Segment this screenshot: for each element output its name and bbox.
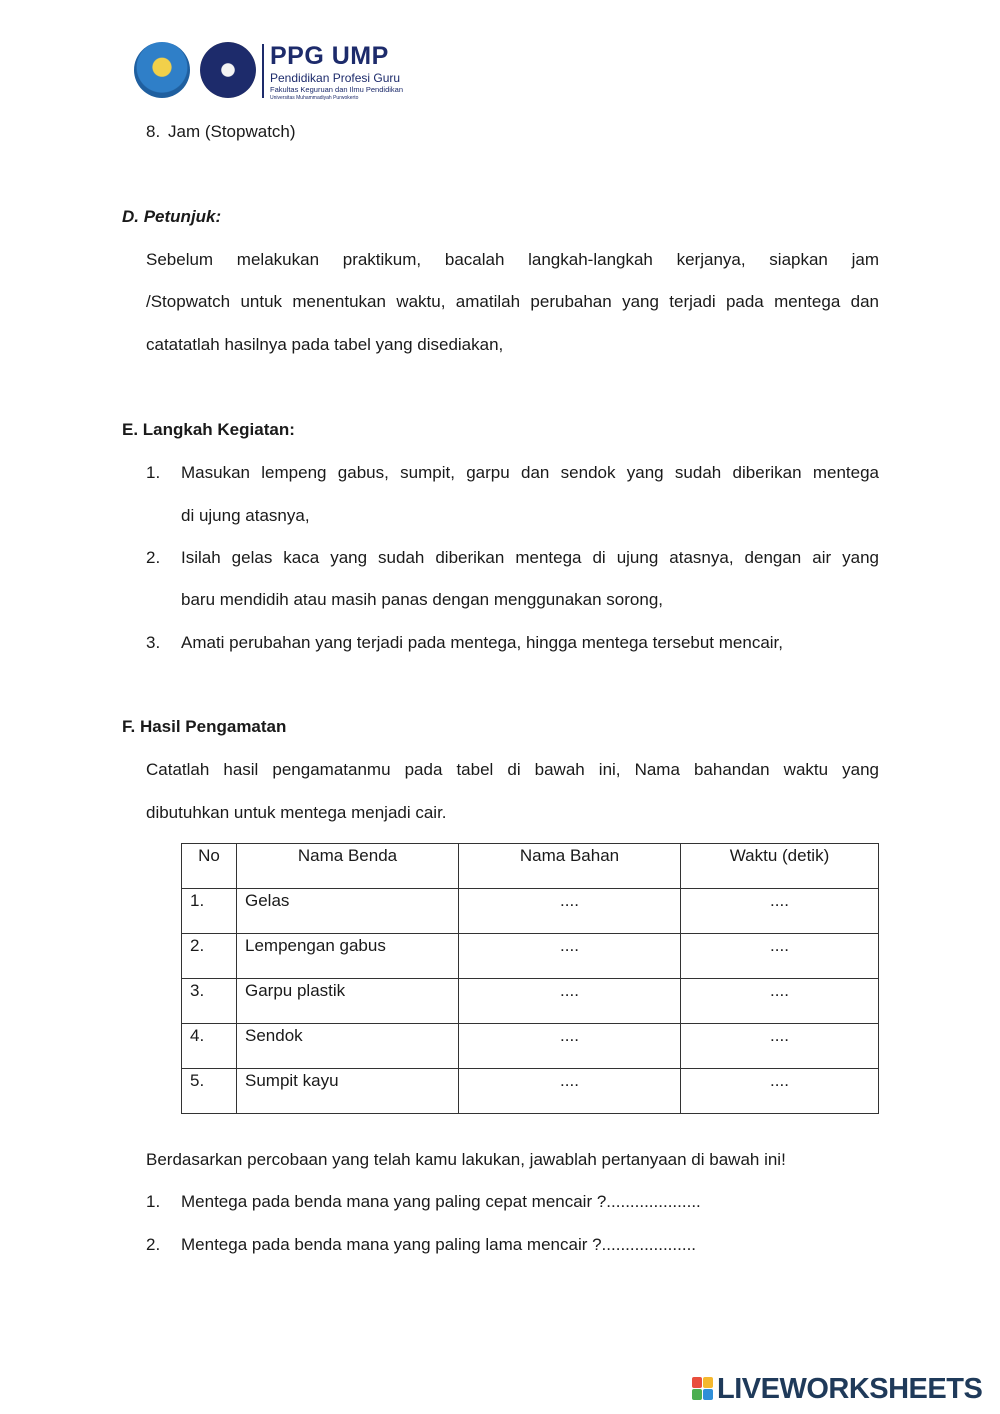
row-nama-benda: Sumpit kayu [237, 1069, 459, 1114]
section-d-title: D. Petunjuk: [122, 207, 222, 226]
questions-intro: Berdasarkan percobaan yang telah kamu lakukan, jawablah pertanyaan di bawah ini! [146, 1150, 786, 1169]
row-waktu[interactable]: .... [681, 979, 879, 1024]
row-nama-benda: Garpu plastik [237, 979, 459, 1024]
liveworksheets-brand: LIVEWORKSHEETS [717, 1372, 983, 1405]
table-row [182, 889, 879, 934]
step-number: 3. [146, 633, 161, 652]
icon-block [703, 1377, 713, 1388]
liveworksheets-logo[interactable] [692, 1374, 982, 1404]
row-waktu[interactable]: .... [681, 1069, 879, 1114]
step-text-continued: di ujung atasnya, [181, 506, 310, 525]
section-d-line: catatatlah hasilnya pada tabel yang disediakan, [146, 335, 504, 354]
section-e-title: E. Langkah Kegiatan: [122, 420, 295, 439]
table-row [182, 979, 879, 1024]
logo-title: PPG UMP [270, 42, 389, 70]
icon-block [703, 1389, 713, 1400]
step-text-continued: baru mendidih atau masih panas dengan menggunakan sorong, [181, 590, 664, 609]
column-header-nama-bahan: Nama Bahan [459, 844, 681, 889]
question-number: 2. [146, 1235, 161, 1254]
row-nama-bahan[interactable]: .... [459, 979, 681, 1024]
liveworksheets-icon [692, 1377, 714, 1401]
row-waktu[interactable]: .... [681, 934, 879, 979]
ump-emblem-icon [200, 42, 256, 98]
column-header-nama-benda: Nama Benda [237, 844, 459, 889]
section-f-intro: Catatlah hasil pengamatanmu pada tabel di bawah ini, Nama bahandan waktu yang [146, 760, 879, 779]
logo-faculty: Fakultas Keguruan dan Ilmu Pendidikan [270, 85, 404, 94]
observation-table [181, 843, 879, 1114]
header-logo [134, 40, 444, 102]
row-nama-benda: Sendok [237, 1024, 459, 1069]
section-d-line: Sebelum melakukan praktikum, bacalah langkah-langkah kerjanya, siapkan jam [146, 250, 879, 269]
icon-block [692, 1389, 702, 1400]
table-row [182, 1069, 879, 1114]
row-nama-bahan[interactable]: .... [459, 1024, 681, 1069]
row-number: 2. [182, 934, 237, 979]
tool-item-number: 8. [146, 122, 161, 141]
step-number: 1. [146, 463, 161, 482]
step-number: 2. [146, 548, 161, 567]
column-header-waktu: Waktu (detik) [681, 844, 879, 889]
table-header-row [182, 844, 879, 889]
table-row [182, 934, 879, 979]
question-text[interactable]: Mentega pada benda mana yang paling cepat mencair ?.................... [181, 1192, 701, 1211]
tool-item-text: Jam (Stopwatch) [168, 122, 296, 141]
row-nama-benda: Gelas [237, 889, 459, 934]
row-number: 1. [182, 889, 237, 934]
row-nama-bahan[interactable]: .... [459, 1069, 681, 1114]
section-d-line: /Stopwatch untuk menentukan waktu, amatilah perubahan yang terjadi pada mentega dan [146, 292, 879, 311]
row-number: 5. [182, 1069, 237, 1114]
question-text[interactable]: Mentega pada benda mana yang paling lama mencair ?.................... [181, 1235, 697, 1254]
row-nama-benda: Lempengan gabus [237, 934, 459, 979]
row-nama-bahan[interactable]: .... [459, 889, 681, 934]
section-f-title: F. Hasil Pengamatan [122, 717, 287, 736]
question-number: 1. [146, 1192, 161, 1211]
row-number: 4. [182, 1024, 237, 1069]
column-header-no: No [182, 844, 237, 889]
step-text: Isilah gelas kaca yang sudah diberikan mentega di ujung atasnya, dengan air yang [181, 548, 879, 567]
section-f-intro: dibutuhkan untuk mentega menjadi cair. [146, 803, 447, 822]
logo-university: Universitas Muhammadiyah Purwokerto [270, 95, 359, 101]
row-number: 3. [182, 979, 237, 1024]
table-row [182, 1024, 879, 1069]
step-text: Masukan lempeng gabus, sumpit, garpu dan sendok yang sudah diberikan mentega [181, 463, 879, 482]
step-text: Amati perubahan yang terjadi pada mentega, hingga mentega tersebut mencair, [181, 633, 784, 652]
row-nama-bahan[interactable]: .... [459, 934, 681, 979]
kemdikbud-emblem-icon [134, 42, 190, 98]
row-waktu[interactable]: .... [681, 889, 879, 934]
icon-block [692, 1377, 702, 1388]
row-waktu[interactable]: .... [681, 1024, 879, 1069]
logo-divider [262, 44, 264, 98]
logo-subtitle: Pendidikan Profesi Guru [270, 71, 401, 85]
